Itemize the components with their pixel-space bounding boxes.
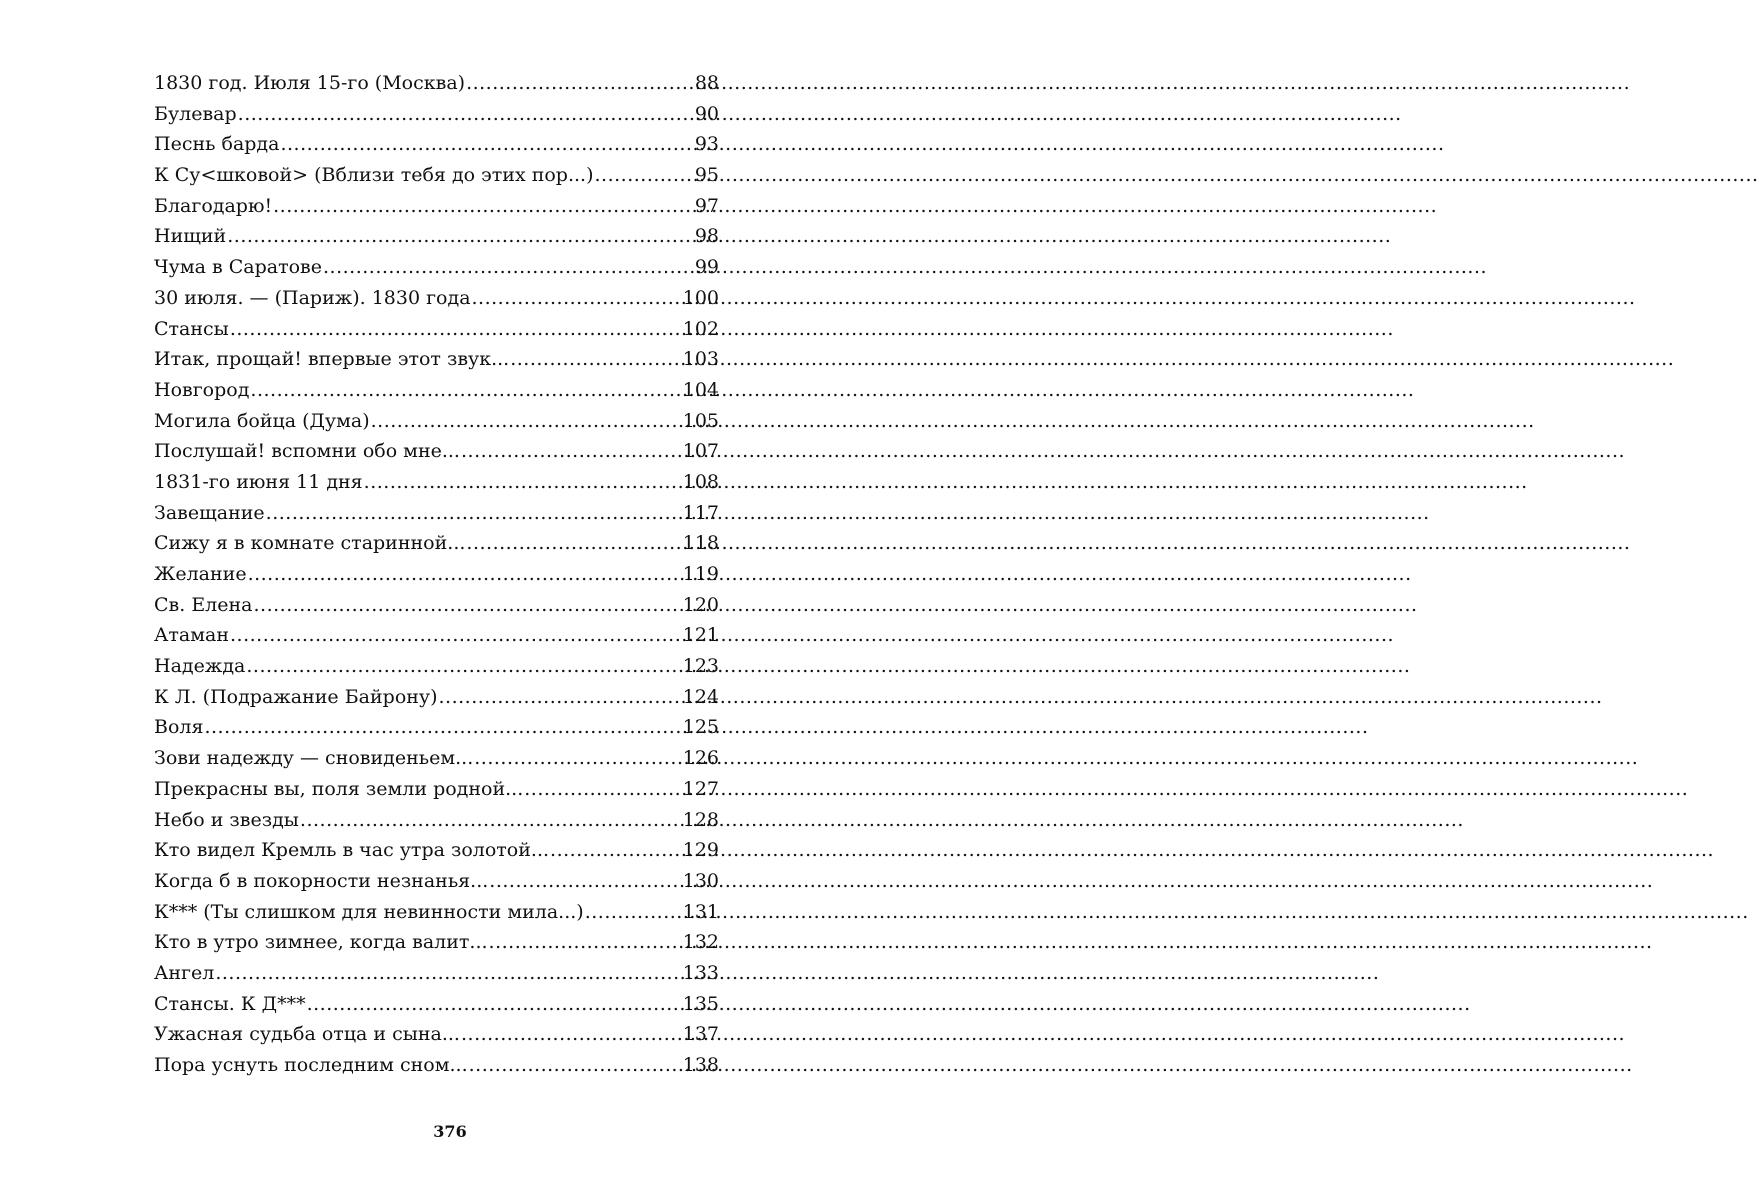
dot-leader xyxy=(489,866,681,897)
toc-entry-page: 128 xyxy=(682,808,719,831)
dot-leader xyxy=(439,682,682,713)
toc-entry-page: 124 xyxy=(682,685,719,708)
toc-entry-page: 123 xyxy=(682,655,719,678)
toc-entry xyxy=(154,866,719,897)
toc-entry-page: 99 xyxy=(694,256,719,279)
toc-entry-page: 93 xyxy=(694,133,719,156)
toc-entry-page: 131 xyxy=(682,900,719,923)
toc-entry xyxy=(154,129,719,160)
dot-leader xyxy=(461,1019,682,1050)
toc-entry-page: 129 xyxy=(682,839,719,862)
toc-entry-page: 126 xyxy=(682,747,719,770)
toc-entry xyxy=(154,712,719,743)
toc-entry-title: Св. Елена xyxy=(154,593,253,616)
dot-leader xyxy=(280,129,693,160)
toc-entry-title: Когда б в покорности незнанья... xyxy=(154,869,489,892)
toc-entry-title: Прекрасны вы, поля земли родной... xyxy=(154,777,524,800)
toc-entry-page: 107 xyxy=(682,440,719,463)
toc-entry-page: 138 xyxy=(682,1054,719,1076)
toc-entry xyxy=(154,897,719,928)
toc-entry xyxy=(154,406,719,437)
table-of-contents xyxy=(154,68,719,1081)
dot-leader xyxy=(204,712,681,743)
toc-entry xyxy=(154,682,719,713)
toc-entry xyxy=(154,344,719,375)
toc-entry-page: 133 xyxy=(682,961,719,984)
toc-entry-title: 1831-го июня 11 дня xyxy=(154,470,363,493)
toc-entry-title: Атаман xyxy=(154,624,229,647)
toc-entry-page: 120 xyxy=(682,593,719,616)
toc-entry-page: 119 xyxy=(682,563,719,585)
dot-leader xyxy=(595,160,694,191)
dot-leader xyxy=(466,68,694,99)
toc-entry xyxy=(154,283,719,314)
toc-entry-title: Нищий xyxy=(154,225,227,248)
toc-entry xyxy=(154,805,719,836)
toc-entry xyxy=(154,498,719,529)
toc-entry xyxy=(154,160,719,191)
dot-leader xyxy=(250,375,681,406)
toc-entry-page: 104 xyxy=(682,378,719,401)
toc-entry-page: 100 xyxy=(682,286,719,309)
dot-leader xyxy=(466,528,681,559)
toc-entry-page: 103 xyxy=(682,348,719,371)
toc-entry-title: 1830 год. Июля 15-го (Москва) xyxy=(154,72,466,94)
dot-leader xyxy=(550,835,682,866)
toc-entry xyxy=(154,958,719,989)
toc-entry-page: 108 xyxy=(682,470,719,493)
toc-entry-page: 105 xyxy=(682,409,719,432)
toc-entry xyxy=(154,467,719,498)
toc-entry xyxy=(154,559,719,590)
dot-leader xyxy=(230,620,682,651)
toc-entry-title: Песнь барда xyxy=(154,133,280,156)
dot-leader xyxy=(364,467,682,498)
toc-entry xyxy=(154,528,719,559)
dot-leader xyxy=(489,927,682,958)
toc-entry-title: Небо и звезды xyxy=(154,808,299,831)
toc-entry-title: Стансы xyxy=(154,317,229,340)
toc-entry-page: 135 xyxy=(682,992,719,1015)
toc-entry-title: 30 июля. — (Париж). 1830 года xyxy=(154,286,471,309)
dot-leader xyxy=(474,743,681,774)
toc-entry-title: Ужасная судьба отца и сына... xyxy=(154,1023,460,1046)
toc-entry-title: Кто видел Кремль в час утра золотой... xyxy=(154,839,550,862)
toc-entry-title: Кто в утро зимнее, когда валит... xyxy=(154,931,488,954)
dot-leader xyxy=(227,221,694,252)
page-number: 376 xyxy=(433,1122,467,1141)
toc-entry xyxy=(154,620,719,651)
toc-entry xyxy=(154,436,719,467)
toc-entry-title: Сижу я в комнате старинной... xyxy=(154,532,466,555)
toc-entry xyxy=(154,1019,719,1050)
dot-leader xyxy=(230,314,682,345)
toc-entry-page: 102 xyxy=(682,317,719,340)
toc-entry-title: Завещание xyxy=(154,501,265,524)
toc-entry-title: Булевар xyxy=(154,102,237,125)
toc-entry-title: К Су<шковой> (Вблизи тебя до этих пор...) xyxy=(154,164,594,187)
toc-entry-title: К Л. (Подражание Байрону) xyxy=(154,685,438,708)
dot-leader xyxy=(461,436,682,467)
toc-entry xyxy=(154,927,719,958)
dot-leader xyxy=(307,989,682,1020)
dot-leader xyxy=(254,590,682,621)
toc-entry xyxy=(154,314,719,345)
toc-entry-page: 121 xyxy=(682,624,719,647)
toc-entry xyxy=(154,590,719,621)
toc-entry xyxy=(154,774,719,805)
dot-leader xyxy=(215,958,681,989)
toc-entry-page: 127 xyxy=(682,777,719,800)
toc-entry xyxy=(154,99,719,130)
dot-leader xyxy=(371,406,682,437)
toc-entry-page: 117 xyxy=(682,501,719,524)
dot-leader xyxy=(266,498,682,529)
dot-leader xyxy=(238,99,694,130)
toc-entry xyxy=(154,221,719,252)
dot-leader xyxy=(585,897,682,928)
toc-entry-title: Могила бойца (Дума) xyxy=(154,409,370,432)
dot-leader xyxy=(273,191,694,222)
toc-entry-page: 98 xyxy=(694,225,719,248)
toc-entry xyxy=(154,651,719,682)
toc-entry-page: 97 xyxy=(694,194,719,217)
dot-leader xyxy=(323,252,694,283)
toc-entry-page: 118 xyxy=(682,532,719,555)
toc-entry-title: Воля xyxy=(154,716,204,739)
toc-entry-title: Благодарю! xyxy=(154,194,273,217)
dot-leader xyxy=(510,344,682,375)
toc-entry-title: Чума в Саратове xyxy=(154,256,322,279)
dot-leader xyxy=(300,805,682,836)
dot-leader xyxy=(524,774,681,805)
toc-entry-page: 95 xyxy=(694,164,719,187)
toc-entry-title: Стансы. К Д*** xyxy=(154,992,306,1015)
toc-entry-title: Новгород xyxy=(154,378,250,401)
toc-entry-page: 125 xyxy=(682,716,719,739)
toc-entry-page: 137 xyxy=(682,1023,719,1046)
toc-entry xyxy=(154,191,719,222)
toc-entry xyxy=(154,375,719,406)
toc-entry-page: 88 xyxy=(694,72,719,94)
toc-entry xyxy=(154,835,719,866)
toc-entry xyxy=(154,252,719,283)
toc-entry xyxy=(154,743,719,774)
toc-entry-page: 132 xyxy=(682,931,719,954)
toc-entry-title: К*** (Ты слишком для невинности мила...) xyxy=(154,900,584,923)
toc-entry-page: 130 xyxy=(682,869,719,892)
toc-entry-title: Надежда xyxy=(154,655,246,678)
toc-entry-title: Желание xyxy=(154,563,247,585)
toc-entry xyxy=(154,68,719,99)
dot-leader xyxy=(246,651,681,682)
toc-entry-page: 90 xyxy=(694,102,719,125)
toc-entry-title: Пора уснуть последним сном... xyxy=(154,1054,468,1076)
toc-entry xyxy=(154,1050,719,1081)
toc-entry-title: Ангел xyxy=(154,961,215,984)
toc-entry-title: Зови надежду — сновиденьем... xyxy=(154,747,474,770)
dot-leader xyxy=(469,1050,682,1081)
toc-entry-title: Итак, прощай! впервые этот звук... xyxy=(154,348,510,371)
toc-entry xyxy=(154,989,719,1020)
dot-leader xyxy=(248,559,682,590)
dot-leader xyxy=(472,283,682,314)
toc-entry-title: Послушай! вспомни обо мне... xyxy=(154,440,460,463)
